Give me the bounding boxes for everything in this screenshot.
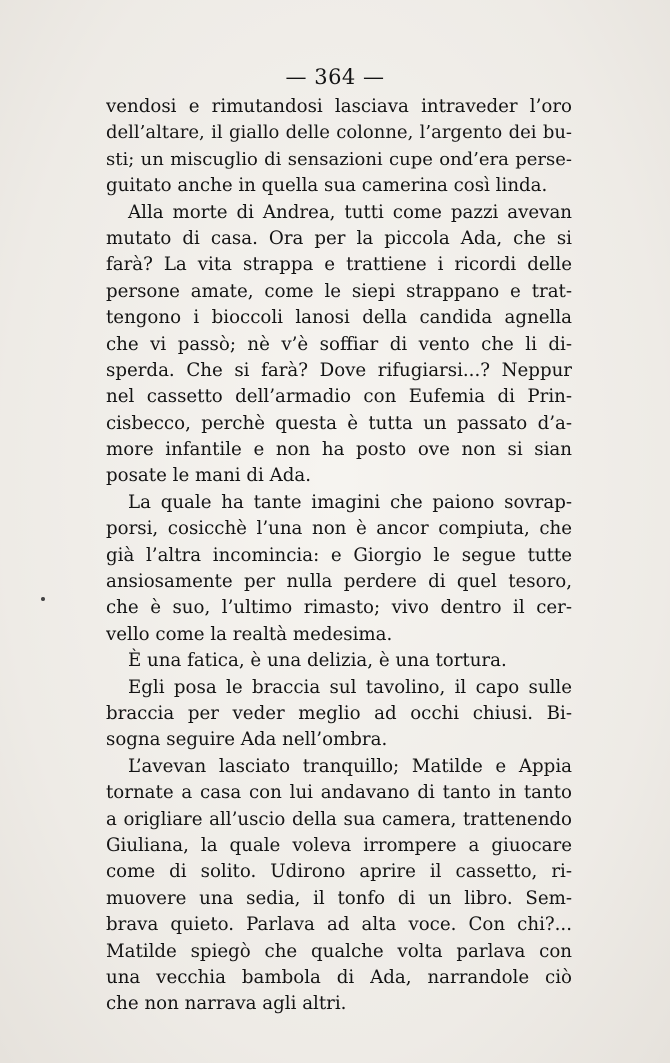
text-line: che è suo, l’ultimo rimasto; vivo dentro il cer- xyxy=(106,597,572,619)
text-line: Giuliana, la quale voleva irrompere a giuocare xyxy=(106,834,572,856)
text-line: ansiosamente per nulla perdere di quel tesoro, xyxy=(106,571,572,593)
paragraph-start-line: Alla morte di Andrea, tutti come pazzi avevan xyxy=(128,201,572,223)
paragraph-start-line: La quale ha tante imagini che paiono sovrap- xyxy=(128,491,572,513)
paragraph-start-line: L’avevan lasciato tranquillo; Matilde e Appia xyxy=(128,755,572,777)
text-line: che vi passò; nè v’è soffiar di vento che li di- xyxy=(106,333,572,355)
text-line: porsi, cosicchè l’una non è ancor compiuta, che xyxy=(106,518,572,540)
text-line: nel cassetto dell’armadio con Eufemia di Prin- xyxy=(106,386,572,408)
text-line: muovere una sedia, il tonfo di un libro. Sem- xyxy=(106,887,572,909)
text-line: Matilde spiegò che qualche volta parlava con xyxy=(106,940,572,962)
text-line: sti; un miscuglio di sensazioni cupe ond’era perse- xyxy=(106,148,572,170)
text-line: vendosi e rimutandosi lasciava intraveder l’oro xyxy=(106,96,572,117)
text-line: tornate a casa con lui andavano di tanto in tanto xyxy=(106,782,572,804)
text-line: sperda. Che si farà? Dove rifugiarsi...? Neppur xyxy=(106,359,572,381)
text-line: già l’altra incomincia: e Giorgio le segue tutte xyxy=(106,544,572,566)
text-line: posate le mani di Ada. xyxy=(106,465,312,487)
paragraph-start-line: È una fatica, è una delizia, è una tortura. xyxy=(128,650,507,672)
text-line: brava quieto. Parlava ad alta voce. Con chi?... xyxy=(106,914,572,936)
text-line: braccia per veder meglio ad occhi chiusi. Bi- xyxy=(106,702,572,724)
body-text xyxy=(106,94,572,1018)
paragraph-start-line: Egli posa le braccia sul tavolino, il capo sulle xyxy=(128,676,572,698)
page-number: — 364 — xyxy=(285,65,385,89)
text-line: sogna seguire Ada nell’ombra. xyxy=(106,729,388,751)
text-line: farà? La vita strappa e trattiene i ricordi delle xyxy=(106,254,572,276)
margin-speck xyxy=(41,597,45,601)
text-line: cisbecco, perchè questa è tutta un passato d’a- xyxy=(106,412,572,434)
text-line: a origliare all’uscio della sua camera, trattenendo xyxy=(106,808,572,830)
text-line: mutato di casa. Ora per la piccola Ada, che si xyxy=(106,227,572,249)
text-line: more infantile e non ha posto ove non si sian xyxy=(106,439,572,461)
text-line: vello come la realtà medesima. xyxy=(106,623,393,645)
text-line: come di solito. Udirono aprire il cassetto, ri- xyxy=(106,861,572,883)
text-line: tengono i bioccoli lanosi della candida agnella xyxy=(106,307,572,329)
text-line: persone amate, come le siepi strappano e trat- xyxy=(106,280,572,302)
text-line: che non narrava agli altri. xyxy=(106,993,347,1015)
text-line: dell’altare, il giallo delle colonne, l’argento dei bu- xyxy=(106,122,572,144)
text-line: una vecchia bambola di Ada, narrandole ciò xyxy=(106,966,572,988)
text-line: guitato anche in quella sua camerina così linda. xyxy=(106,175,548,197)
